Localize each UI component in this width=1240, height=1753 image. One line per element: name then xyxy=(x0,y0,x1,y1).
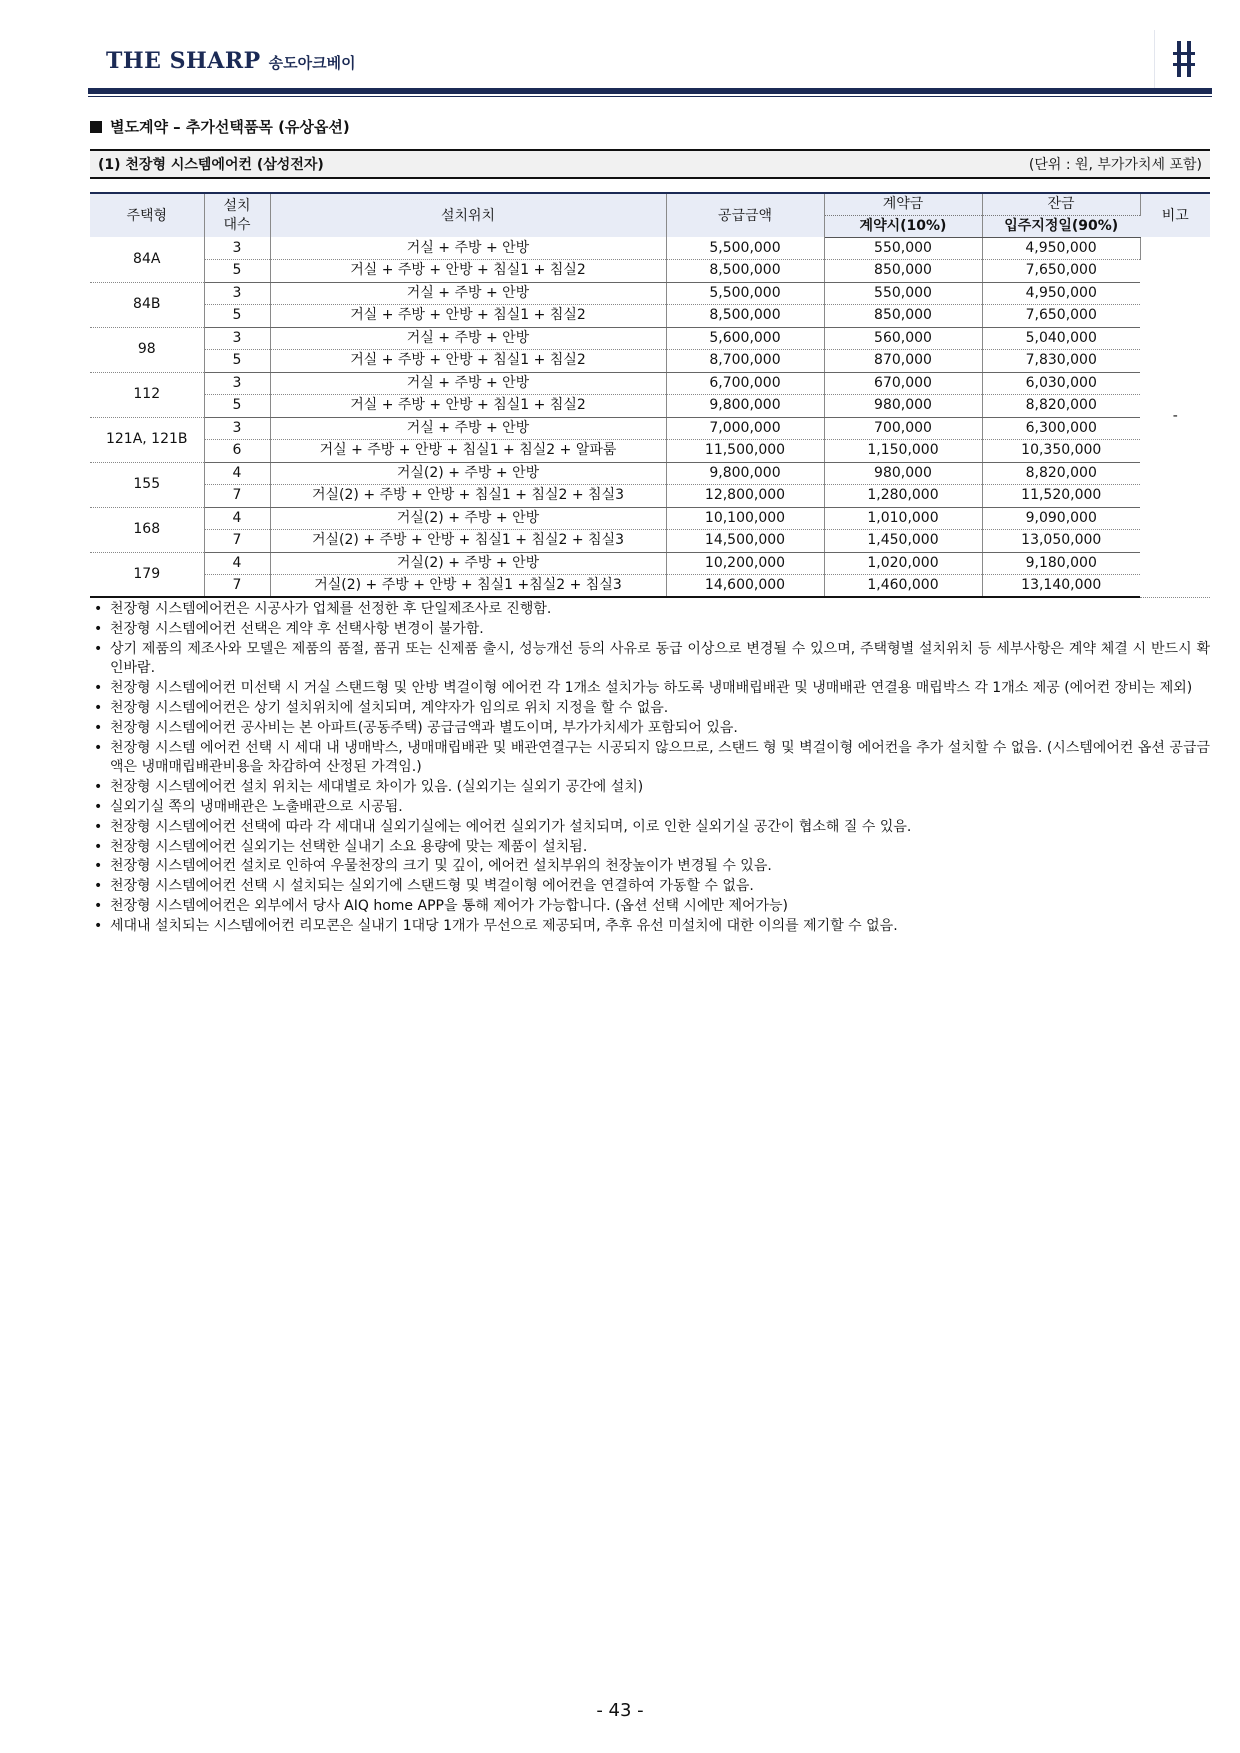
note-item: • 상기 제품의 제조사와 모델은 제품의 품절, 품귀 또는 신제품 출시, 성능개선 등의 사유로 동급 이상으로 변경될 수 있으며, 주택형별 설치위치 등 세부사항은 계약 체결 시 반드시 확인바람. xyxy=(90,640,1210,680)
note-item: • 천장형 시스템에어컨은 외부에서 당사 AIQ home APP을 통해 제어가 가능합니다. (옵션 선택 시에만 제어가능) xyxy=(90,897,1210,917)
cell-deposit: 980,000 xyxy=(824,462,982,485)
table-row xyxy=(90,530,1210,553)
header-deposit: 계약금 xyxy=(824,193,982,215)
table-row xyxy=(90,507,1210,530)
cell-supply: 10,200,000 xyxy=(666,552,824,575)
square-bullet-icon xyxy=(90,121,102,133)
cell-supply: 5,600,000 xyxy=(666,327,824,350)
brand-logo xyxy=(106,48,356,74)
cell-location: 거실 + 주방 + 안방 + 침실1 + 침실2 xyxy=(270,350,666,373)
note-item: • 천장형 시스템에어컨 선택은 계약 후 선택사항 변경이 불가함. xyxy=(90,620,1210,640)
cell-balance: 4,950,000 xyxy=(982,282,1140,305)
cell-units: 7 xyxy=(204,485,270,508)
table-row xyxy=(90,305,1210,328)
cell-supply: 9,800,000 xyxy=(666,395,824,418)
page-header xyxy=(88,30,1212,94)
header-type: 주택형 xyxy=(90,193,204,237)
cell-deposit: 1,450,000 xyxy=(824,530,982,553)
cell-supply: 8,500,000 xyxy=(666,305,824,328)
cell-deposit: 1,460,000 xyxy=(824,575,982,598)
cell-location: 거실(2) + 주방 + 안방 xyxy=(270,552,666,575)
brand-subtitle: 송도아크베이 xyxy=(268,54,356,72)
table-row xyxy=(90,395,1210,418)
cell-location: 거실(2) + 주방 + 안방 xyxy=(270,462,666,485)
table-row xyxy=(90,440,1210,463)
note-item: • 천장형 시스템에어컨은 상기 설치위치에 설치되며, 계약자가 임의로 위치 지정을 할 수 없음. xyxy=(90,699,1210,719)
cell-type: 98 xyxy=(90,327,204,372)
header-balance: 잔금 xyxy=(982,193,1140,215)
cell-units: 4 xyxy=(204,552,270,575)
note-item: • 천장형 시스템에어컨 설치 위치는 세대별로 차이가 있음. (실외기는 실외기 공간에 설치) xyxy=(90,778,1210,798)
cell-balance: 7,650,000 xyxy=(982,260,1140,283)
cell-type: 84A xyxy=(90,237,204,282)
cell-balance: 9,090,000 xyxy=(982,507,1140,530)
note-item: • 천장형 시스템에어컨 공사비는 본 아파트(공동주택) 공급금액과 별도이며, 부가가치세가 포함되어 있음. xyxy=(90,719,1210,739)
cell-units: 5 xyxy=(204,395,270,418)
cell-location: 거실 + 주방 + 안방 xyxy=(270,372,666,395)
cell-location: 거실 + 주방 + 안방 + 침실1 + 침실2 + 알파룸 xyxy=(270,440,666,463)
table-row xyxy=(90,372,1210,395)
table-row xyxy=(90,260,1210,283)
cell-units: 3 xyxy=(204,237,270,260)
header-note: 비고 xyxy=(1140,193,1210,237)
cell-deposit: 670,000 xyxy=(824,372,982,395)
cell-location: 거실 + 주방 + 안방 xyxy=(270,417,666,440)
cell-balance: 4,950,000 xyxy=(982,237,1140,260)
header-rule xyxy=(88,88,1212,94)
cell-type: 179 xyxy=(90,552,204,597)
cell-location: 거실 + 주방 + 안방 + 침실1 + 침실2 xyxy=(270,260,666,283)
table-subheading xyxy=(90,149,1210,179)
cell-units: 4 xyxy=(204,462,270,485)
table-row xyxy=(90,327,1210,350)
note-item: • 천장형 시스템에어컨은 시공사가 업체를 선정한 후 단일제조사로 진행함. xyxy=(90,600,1210,620)
note-item: • 천장형 시스템에어컨 선택 시 설치되는 실외기에 스탠드형 및 벽걸이형 에어컨을 연결하여 가동할 수 없음. xyxy=(90,877,1210,897)
table-row xyxy=(90,350,1210,373)
cell-deposit: 870,000 xyxy=(824,350,982,373)
cell-location: 거실 + 주방 + 안방 xyxy=(270,327,666,350)
table-body xyxy=(90,237,1210,597)
cell-units: 6 xyxy=(204,440,270,463)
cell-deposit: 560,000 xyxy=(824,327,982,350)
note-item: • 세대내 설치되는 시스템에어컨 리모콘은 실내기 1대당 1개가 무선으로 제공되며, 추후 유선 미설치에 대한 이의를 제기할 수 없음. xyxy=(90,917,1210,937)
sharp-mark-icon xyxy=(1154,30,1212,88)
cell-deposit: 700,000 xyxy=(824,417,982,440)
cell-balance: 5,040,000 xyxy=(982,327,1140,350)
cell-units: 5 xyxy=(204,350,270,373)
note-item: • 천장형 시스템에어컨 실외기는 선택한 실내기 소요 용량에 맞는 제품이 설치됨. xyxy=(90,838,1210,858)
cell-supply: 8,500,000 xyxy=(666,260,824,283)
cell-units: 3 xyxy=(204,282,270,305)
cell-location: 거실(2) + 주방 + 안방 + 침실1 +침실2 + 침실3 xyxy=(270,575,666,598)
cell-location: 거실(2) + 주방 + 안방 + 침실1 + 침실2 + 침실3 xyxy=(270,530,666,553)
cell-supply: 8,700,000 xyxy=(666,350,824,373)
cell-location: 거실 + 주방 + 안방 + 침실1 + 침실2 xyxy=(270,395,666,418)
cell-deposit: 980,000 xyxy=(824,395,982,418)
header-location: 설치위치 xyxy=(270,193,666,237)
cell-location: 거실 + 주방 + 안방 xyxy=(270,237,666,260)
brand-name: THE SHARP xyxy=(106,48,261,74)
section-title xyxy=(90,116,350,137)
table-row xyxy=(90,282,1210,305)
header-units: 설치 대수 xyxy=(204,193,270,237)
cell-balance: 13,140,000 xyxy=(982,575,1140,598)
page-number: - 43 - xyxy=(596,1700,644,1721)
cell-deposit: 1,020,000 xyxy=(824,552,982,575)
note-item: • 천장형 시스템에어컨 설치로 인하여 우물천장의 크기 및 깊이, 에어컨 설치부위의 천장높이가 변경될 수 있음. xyxy=(90,857,1210,877)
cell-units: 4 xyxy=(204,507,270,530)
note-item: • 실외기실 쪽의 냉매배관은 노출배관으로 시공됨. xyxy=(90,798,1210,818)
cell-balance: 13,050,000 xyxy=(982,530,1140,553)
cell-units: 7 xyxy=(204,530,270,553)
cell-balance: 8,820,000 xyxy=(982,462,1140,485)
cell-deposit: 550,000 xyxy=(824,237,982,260)
cell-type: 84B xyxy=(90,282,204,327)
cell-deposit: 1,150,000 xyxy=(824,440,982,463)
cell-supply: 5,500,000 xyxy=(666,282,824,305)
cell-supply: 5,500,000 xyxy=(666,237,824,260)
cell-location: 거실(2) + 주방 + 안방 + 침실1 + 침실2 + 침실3 xyxy=(270,485,666,508)
cell-type: 155 xyxy=(90,462,204,507)
cell-balance: 6,300,000 xyxy=(982,417,1140,440)
note-item: • 천장형 시스템에어컨 선택에 따라 각 세대내 실외기실에는 에어컨 실외기가 설치되며, 이로 인한 실외기실 공간이 협소해 질 수 있음. xyxy=(90,818,1210,838)
cell-supply: 7,000,000 xyxy=(666,417,824,440)
cell-supply: 10,100,000 xyxy=(666,507,824,530)
cell-supply: 14,500,000 xyxy=(666,530,824,553)
table-row xyxy=(90,485,1210,508)
table-row xyxy=(90,417,1210,440)
cell-units: 3 xyxy=(204,417,270,440)
cell-deposit: 1,280,000 xyxy=(824,485,982,508)
subheading-title: (1) 천장형 시스템에어컨 (삼성전자) xyxy=(98,157,324,173)
cell-type: 168 xyxy=(90,507,204,552)
cell-units: 5 xyxy=(204,260,270,283)
table-row xyxy=(90,237,1210,260)
cell-supply: 9,800,000 xyxy=(666,462,824,485)
cell-deposit: 1,010,000 xyxy=(824,507,982,530)
cell-supply: 11,500,000 xyxy=(666,440,824,463)
header-supply: 공급금액 xyxy=(666,193,824,237)
cell-location: 거실 + 주방 + 안방 xyxy=(270,282,666,305)
header-rule-thin xyxy=(88,96,1212,97)
cell-balance: 11,520,000 xyxy=(982,485,1140,508)
cell-units: 5 xyxy=(204,305,270,328)
cell-note: - xyxy=(1140,237,1210,597)
cell-units: 3 xyxy=(204,327,270,350)
unit-note: (단위 : 원, 부가가치세 포함) xyxy=(1028,157,1202,173)
cell-type: 121A, 121B xyxy=(90,417,204,462)
notes-list xyxy=(90,600,1210,937)
table-row xyxy=(90,462,1210,485)
cell-balance: 8,820,000 xyxy=(982,395,1140,418)
note-item: • 천장형 시스템 에어컨 선택 시 세대 내 냉매박스, 냉매매립배관 및 배관연결구는 시공되지 않으므로, 스탠드 형 및 벽걸이형 에어컨을 추가 설치할 수 없음. (시스템에어컨 옵션 공급금액은 냉매매립배관비용을 차감하여 산정된 가격임.) xyxy=(90,739,1210,779)
cell-deposit: 850,000 xyxy=(824,260,982,283)
cell-deposit: 550,000 xyxy=(824,282,982,305)
cell-supply: 12,800,000 xyxy=(666,485,824,508)
section-title-text: 별도계약 – 추가선택품목 (유상옵션) xyxy=(110,118,350,136)
cell-location: 거실 + 주방 + 안방 + 침실1 + 침실2 xyxy=(270,305,666,328)
cell-balance: 7,650,000 xyxy=(982,305,1140,328)
cell-type: 112 xyxy=(90,372,204,417)
table-row xyxy=(90,575,1210,598)
header-deposit-sub: 계약시(10%) xyxy=(824,215,982,237)
cell-units: 7 xyxy=(204,575,270,598)
cell-balance: 9,180,000 xyxy=(982,552,1140,575)
cell-units: 3 xyxy=(204,372,270,395)
option-price-table xyxy=(90,192,1210,598)
cell-balance: 6,030,000 xyxy=(982,372,1140,395)
cell-location: 거실(2) + 주방 + 안방 xyxy=(270,507,666,530)
table-row xyxy=(90,552,1210,575)
cell-supply: 6,700,000 xyxy=(666,372,824,395)
cell-supply: 14,600,000 xyxy=(666,575,824,598)
cell-balance: 10,350,000 xyxy=(982,440,1140,463)
cell-balance: 7,830,000 xyxy=(982,350,1140,373)
note-item: • 천장형 시스템에어컨 미선택 시 거실 스탠드형 및 안방 벽걸이형 에어컨 각 1개소 설치가능 하도록 냉매배립배관 및 냉매배관 연결용 매립박스 각 1개소 제공 (에어컨 장비는 제외) xyxy=(90,679,1210,699)
cell-deposit: 850,000 xyxy=(824,305,982,328)
header-balance-sub: 입주지정일(90%) xyxy=(982,215,1140,237)
